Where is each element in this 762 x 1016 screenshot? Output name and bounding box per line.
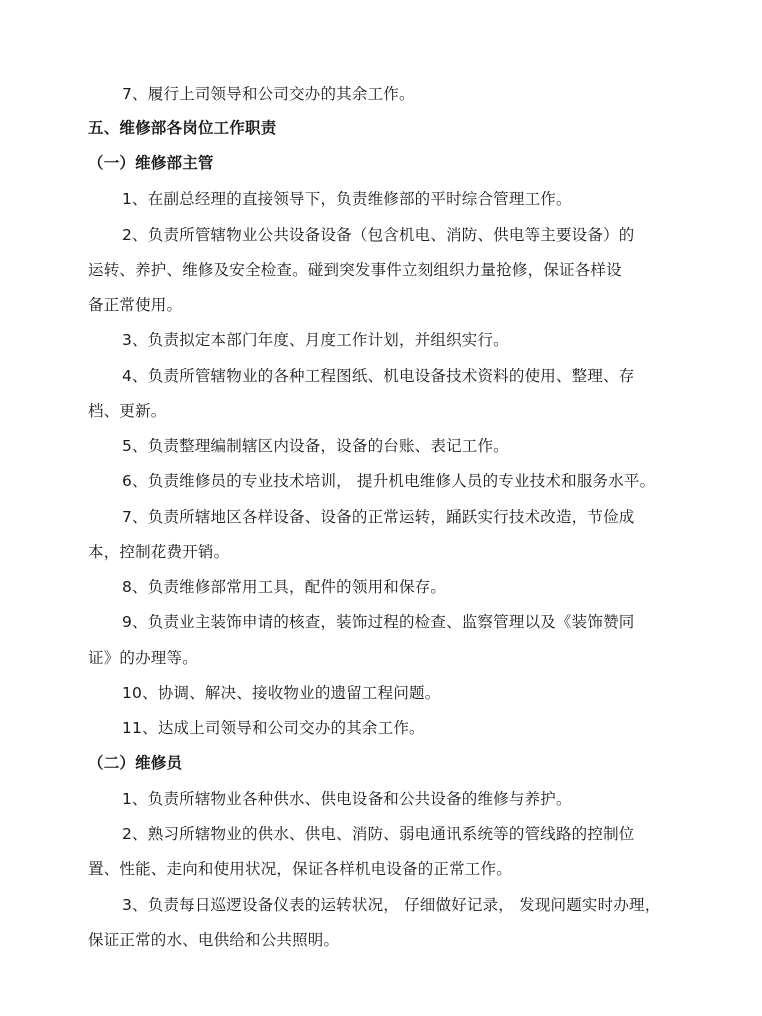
- paragraph-line: 6、负责维修员的专业技术培训， 提升机电维修人员的专业技术和服务水平。: [122, 472, 656, 490]
- paragraph-line: 档、更新。: [88, 402, 167, 420]
- paragraph-line: 8、负责维修部常用工具，配件的领用和保存。: [122, 578, 447, 596]
- subsection-heading: （一）维修部主管: [88, 154, 214, 172]
- paragraph-line: 3、负责拟定本部门年度、月度工作计划，并组织实行。: [122, 331, 509, 349]
- paragraph-line: 证》的办理等。: [88, 649, 198, 667]
- paragraph-line: 11、达成上司领导和公司交办的其余工作。: [122, 719, 425, 737]
- paragraph-line: 保证正常的水、电供给和公共照明。: [88, 931, 340, 949]
- paragraph-line: 2、熟习所辖物业的供水、供电、消防、弱电通讯系统等的管线路的控制位: [122, 825, 635, 843]
- paragraph-line: 1、负责所辖物业各种供水、供电设备和公共设备的维修与养护。: [122, 790, 572, 808]
- paragraph-line: 9、负责业主装饰申请的核查，装饰过程的检查、监察管理以及《装饰赞同: [122, 613, 635, 631]
- paragraph-line: 3、负责每日巡逻设备仪表的运转状况， 仔细做好记录， 发现问题实时办理，: [122, 896, 661, 914]
- subsection-heading: （二）维修员: [88, 754, 183, 772]
- paragraph-line: 5、负责整理编制辖区内设备，设备的台账、表记工作。: [122, 437, 509, 455]
- paragraph-line: 置、性能、走向和使用状况，保证各样机电设备的正常工作。: [88, 860, 512, 878]
- paragraph-line: 备正常使用。: [88, 296, 183, 314]
- paragraph-line: 本，控制花费开销。: [88, 543, 230, 561]
- paragraph-line: 1、在副总经理的直接领导下，负责维修部的平时综合管理工作。: [122, 190, 572, 208]
- paragraph-line: 10、协调、解决、接收物业的遗留工程问题。: [122, 684, 441, 702]
- paragraph-line: 运转、养护、维修及安全检查。碰到突发事件立刻组织力量抢修，保证各样设: [88, 261, 622, 279]
- paragraph-line: 2、负责所管辖物业公共设备设备（包含机电、消防、供电等主要设备）的: [122, 226, 635, 244]
- section-heading: 五、维修部各岗位工作职责: [88, 119, 277, 137]
- paragraph-line: 4、负责所管辖物业的各种工程图纸、机电设备技术资料的使用、整理、存: [122, 367, 635, 385]
- paragraph-line: 7、负责所辖地区各样设备、设备的正常运转，踊跃实行技术改造，节俭成: [122, 508, 635, 526]
- paragraph-line: 7、履行上司领导和公司交办的其余工作。: [122, 85, 415, 103]
